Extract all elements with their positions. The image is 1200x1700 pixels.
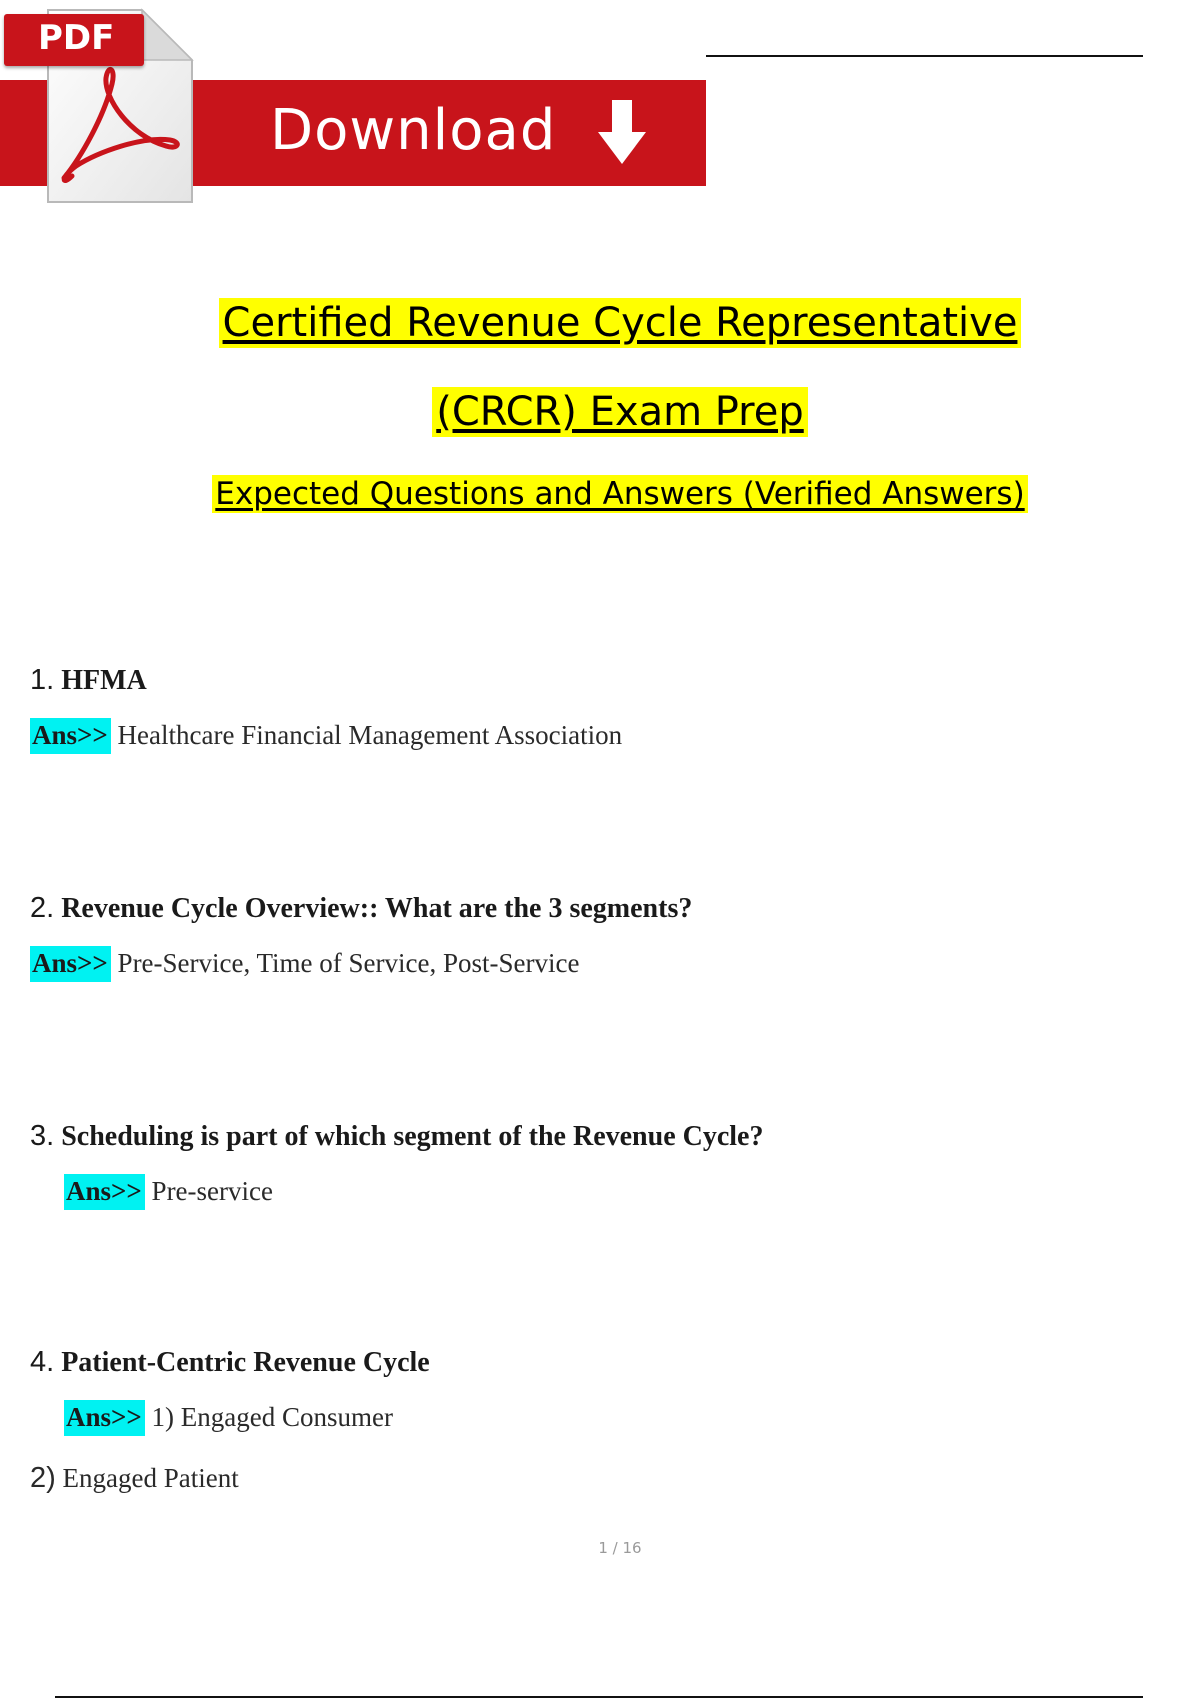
document-title-2 — [0, 389, 1200, 435]
title-line-1: Certified Revenue Cycle Representative — [219, 298, 1022, 348]
subtitle-text: Expected Questions and Answers (Verified Answers) — [212, 475, 1027, 513]
download-label[interactable]: Download — [270, 98, 557, 163]
question-4 — [30, 1346, 430, 1379]
answer-4-continuation — [30, 1462, 239, 1495]
question-number: 1. — [30, 664, 55, 696]
question-number: 4. — [30, 1346, 55, 1378]
question-1 — [30, 664, 147, 697]
continuation-text: Engaged Patient — [62, 1463, 239, 1493]
pdf-badge-label: PDF — [38, 18, 115, 58]
question-2 — [30, 892, 692, 925]
question-3 — [30, 1120, 763, 1153]
download-arrow-icon[interactable] — [596, 100, 648, 166]
answer-tag: Ans>> — [30, 946, 111, 982]
question-text: Revenue Cycle Overview:: What are the 3 segments? — [61, 893, 693, 924]
question-text: HFMA — [61, 665, 147, 696]
footer-rule — [55, 1696, 1143, 1698]
document-subtitle — [0, 476, 1200, 512]
question-number: 2. — [30, 892, 55, 924]
answer-tag: Ans>> — [64, 1174, 145, 1210]
answer-2 — [30, 948, 579, 979]
answer-tag: Ans>> — [64, 1400, 145, 1436]
question-text: Patient-Centric Revenue Cycle — [61, 1347, 430, 1378]
list-number: 2) — [30, 1462, 56, 1494]
document-title — [0, 300, 1200, 346]
page-indicator: 1 / 16 — [598, 1539, 642, 1557]
answer-tag: Ans>> — [30, 718, 111, 754]
answer-text: Pre-service — [151, 1176, 273, 1206]
question-number: 3. — [30, 1120, 55, 1152]
answer-text: Pre-Service, Time of Service, Post-Service — [117, 948, 580, 978]
header-rule — [706, 55, 1143, 57]
answer-4 — [64, 1402, 393, 1433]
answer-1 — [30, 720, 622, 751]
answer-text: Healthcare Financial Management Association — [117, 720, 623, 750]
answer-text: 1) Engaged Consumer — [151, 1402, 393, 1432]
question-text: Scheduling is part of which segment of the Revenue Cycle? — [61, 1121, 764, 1152]
answer-3 — [64, 1176, 273, 1207]
title-line-2: (CRCR) Exam Prep — [432, 387, 808, 437]
